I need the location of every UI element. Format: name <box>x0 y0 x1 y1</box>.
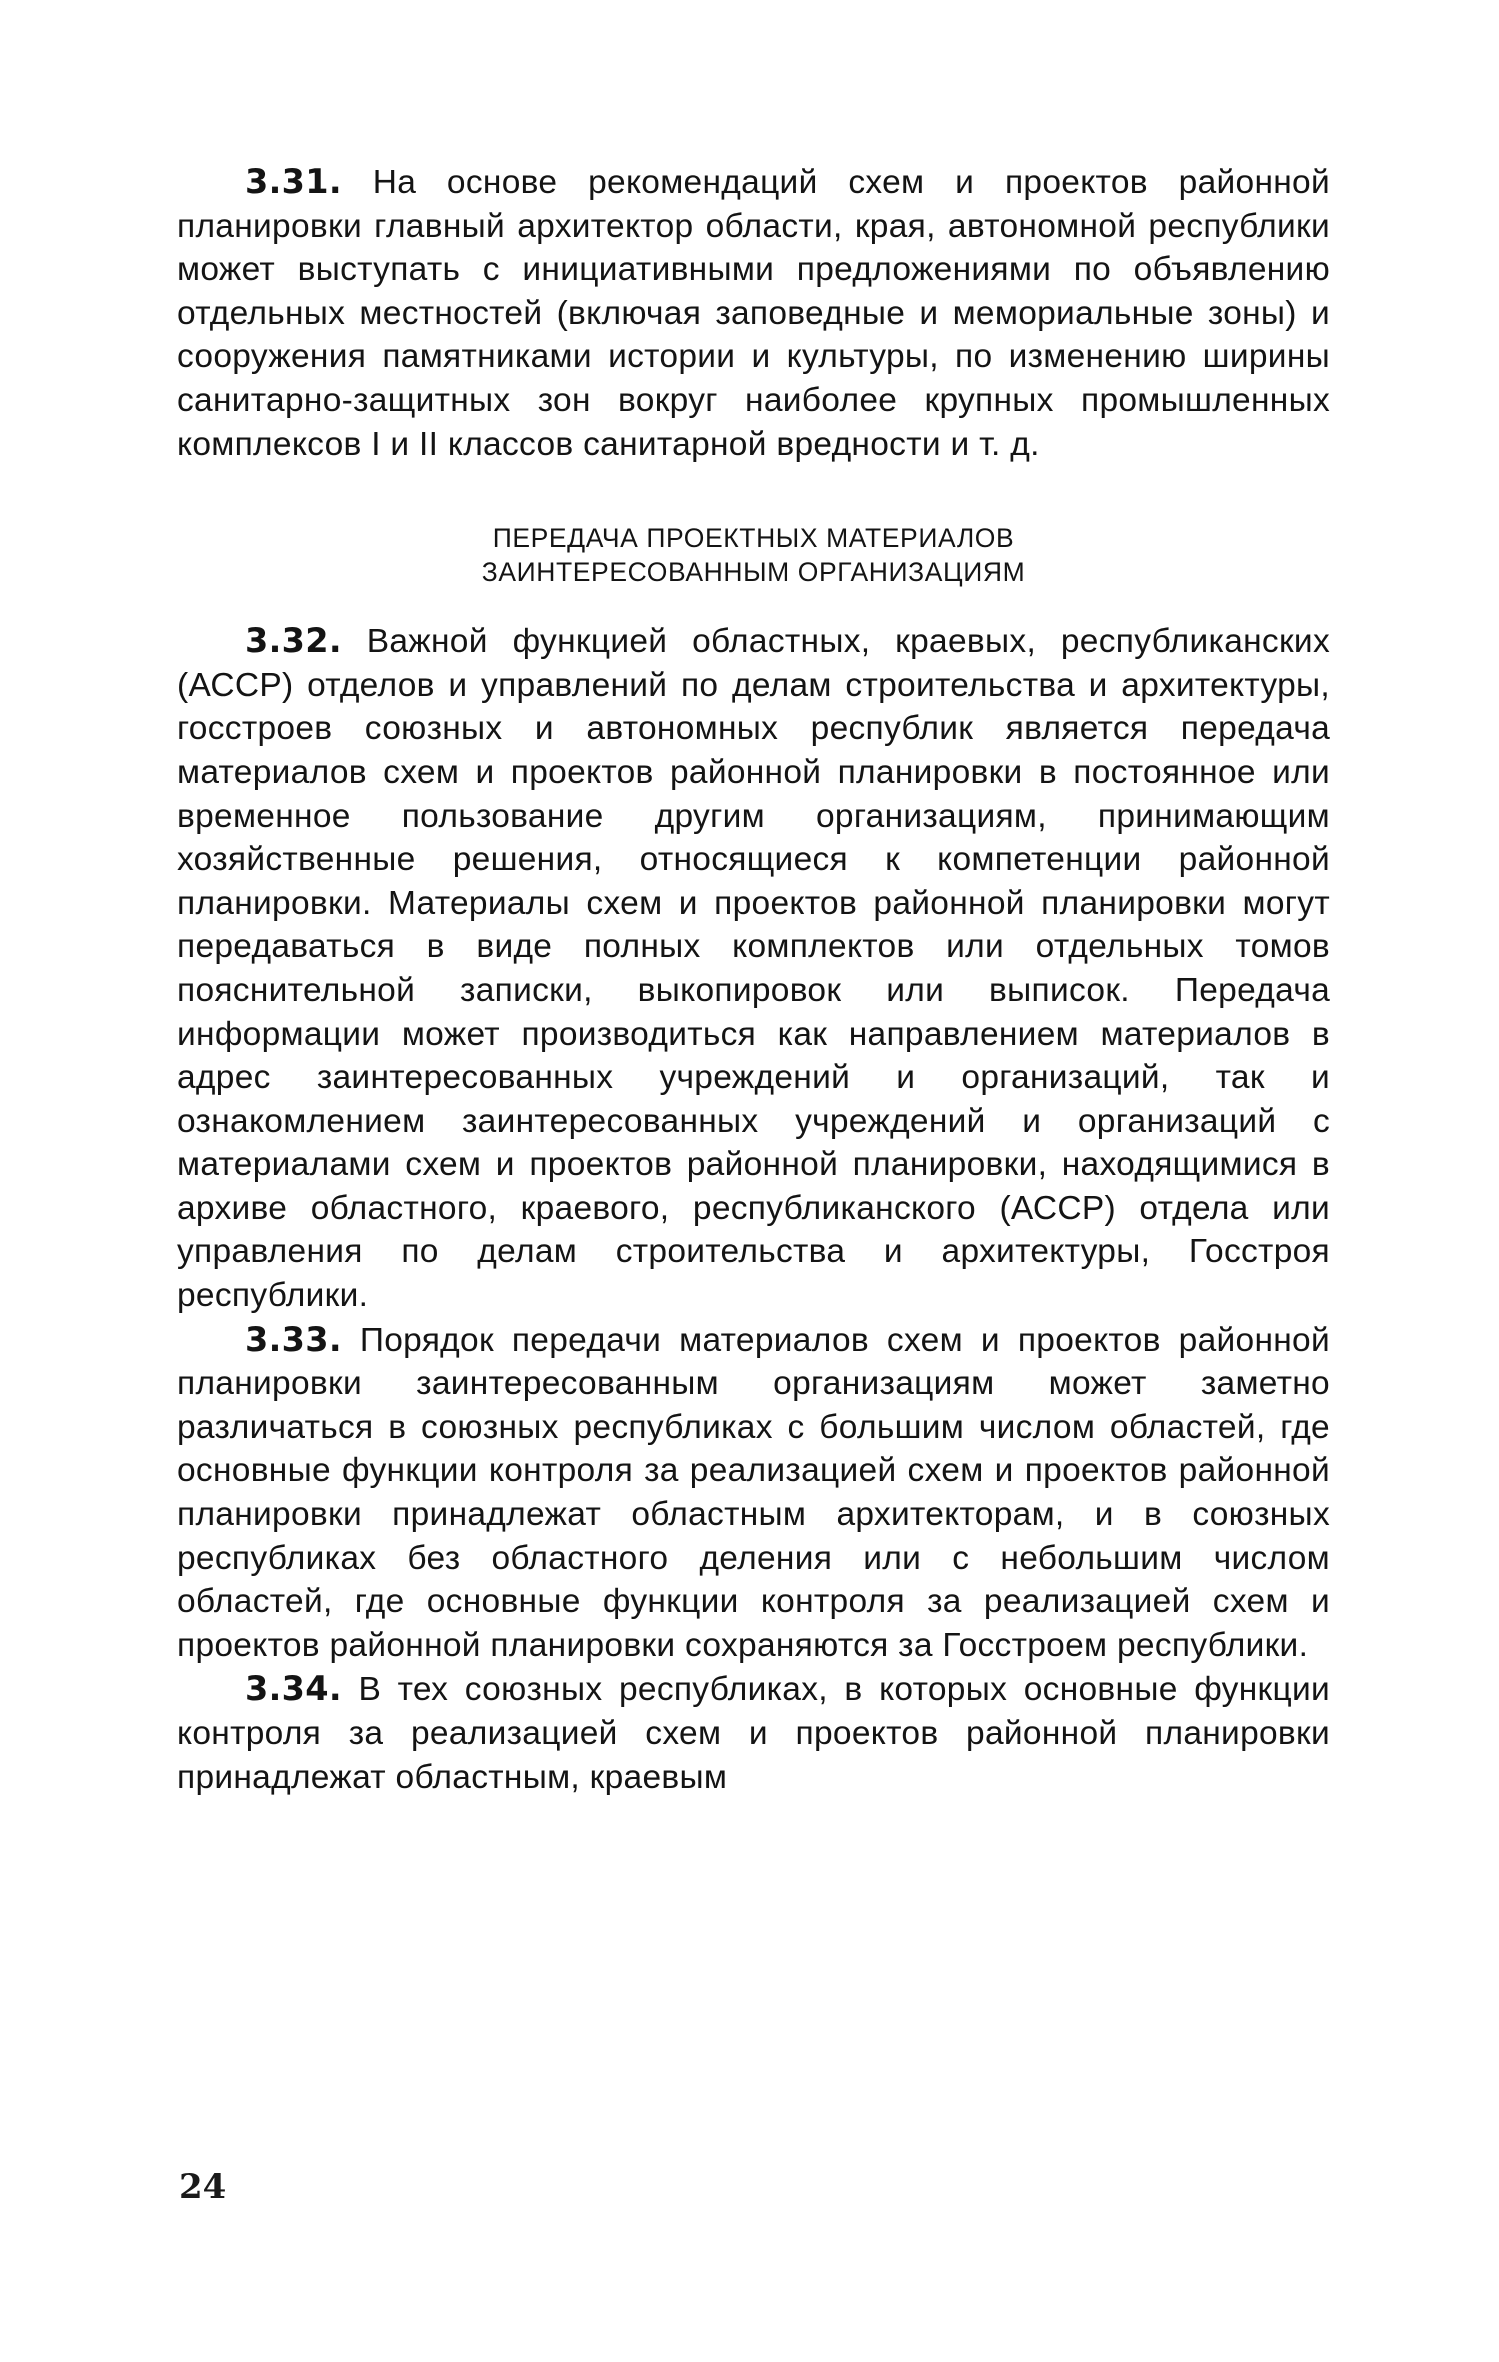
paragraph-text: Важной функцией областных, краевых, республиканских (АССР) отделов и управлений по делам строительства и архитектуры, госстроев союзных и автономных республик является передача материалов схем и проектов районной планировки в постоянное или временное пользование другим организациям, принимающим хозяйственные решения, относящиеся к компетенции районной планировки. Материалы схем и проектов районной планировки могут передаваться в виде полных комплектов или отдельных томов пояснительной записки, выкопировок или выписок. Передача информации может производиться как направлением материалов в адрес заинтересованных учреждений и организаций, так и ознакомлением заинтересованных учреждений и организаций с материалами схем и проектов районной планировки, находящимися в архиве областного, краевого, республиканского (АССР) отдела или управления по делам строительства и архитектуры, Госстроя республики. <box>177 623 1330 1315</box>
paragraph-number: 3.33. <box>245 1319 342 1359</box>
paragraph-number: 3.31. <box>245 162 342 201</box>
page-number: 24 <box>179 2167 227 2207</box>
paragraph-3-33 <box>177 1318 1330 1668</box>
paragraph-text: В тех союзных республиках, в которых основные функции контроля за реализацией схем и проектов районной планировки принадлежат областным, краевым <box>177 1671 1330 1796</box>
section-heading <box>177 521 1330 589</box>
paragraph-text: На основе рекомендаций схем и проектов районной планировки главный архитектор области, края, автономной республики может выступать с инициативными предложениями по объявлению отдельных местностей (включая заповедные и мемориальные зоны) и сооружения памятниками истории и культуры, по изменению ширины санитарно-защитных зон вокруг наиболее крупных промышленных комплексов I и II классов санитарной вредности и т. д. <box>177 164 1331 463</box>
paragraph-number: 3.32. <box>245 621 342 661</box>
page-body <box>177 160 1330 1799</box>
paragraph-text: Порядок передачи материалов схем и проектов районной планировки заинтересованным организациям может заметно различаться в союзных республиках с большим числом областей, где основные функции контроля за реализацией схем и проектов районной планировки принадлежат областным архитекторам, и в союзных республиках без областного деления или с небольшим числом областей, где основные функции контроля за реализацией схем и проектов районной планировки сохраняются за Госстроем республики. <box>177 1321 1330 1664</box>
paragraph-3-31 <box>177 160 1330 466</box>
paragraph-number: 3.34. <box>245 1669 342 1709</box>
paragraph-3-32 <box>177 619 1330 1318</box>
paragraph-3-34 <box>177 1667 1330 1799</box>
section-heading-line-2: ЗАИНТЕРЕСОВАННЫМ ОРГАНИЗАЦИЯМ <box>481 557 1026 588</box>
section-heading-line-1: ПЕРЕДАЧА ПРОЕКТНЫХ МАТЕРИАЛОВ <box>492 523 1015 554</box>
